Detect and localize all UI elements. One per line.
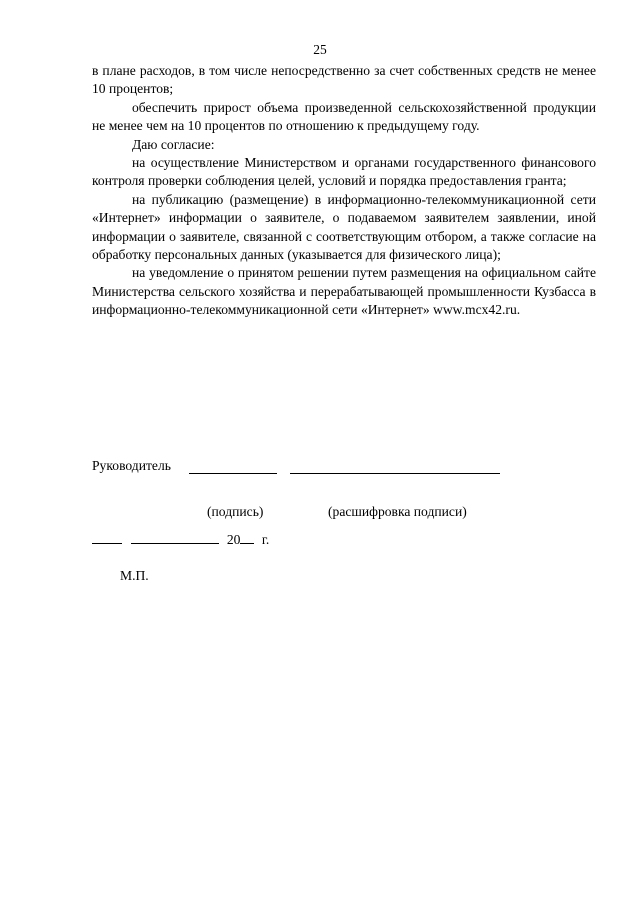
- page-number: 25: [313, 42, 327, 57]
- date-year-line[interactable]: [240, 531, 254, 544]
- paragraph-expenses: в плане расходов, в том числе непосредственно за счет собственных средств не менее 10 процентов;: [92, 63, 596, 97]
- date-day-line[interactable]: [92, 531, 122, 544]
- paragraph-consent-heading: Даю согласие:: [132, 136, 215, 152]
- signature-role-label: Руководитель: [92, 458, 171, 473]
- paragraph-consent-notification: на уведомление о принятом решении путем размещения на официальном сайте Министерства сельского хозяйства и перерабатывающей промышленности Кузбасса в информационно-телекоммуникационной сети «Интернет» www.mcx42.ru.: [92, 265, 596, 318]
- signature-line[interactable]: [189, 473, 277, 474]
- signature-caption: (подпись): [207, 504, 264, 519]
- date-year-suffix: г.: [261, 532, 270, 547]
- signature-decoding-line[interactable]: [290, 473, 500, 474]
- stamp-placeholder: М.П.: [120, 568, 149, 583]
- date-year-prefix: 20: [226, 532, 241, 547]
- signature-decoding-caption: (расшифровка подписи): [328, 504, 467, 519]
- paragraph-consent-publication: на публикацию (размещение) в информационно-телекоммуникационной сети «Интернет» информации о заявителе, о подаваемом заявителем заявлении, иной информации о заявителе, связанной с соответствующим отбором, а также согласие на обработку персональных данных (указывается для физического лица);: [92, 191, 596, 263]
- paragraph-consent-audit: на осуществление Министерством и органами государственного финансового контроля проверки соблюдения целей, условий и порядка предоставления гранта;: [92, 155, 596, 189]
- date-row: [92, 531, 269, 548]
- date-month-line[interactable]: [131, 531, 219, 544]
- document-body: [92, 62, 596, 320]
- paragraph-production-growth: обеспечить прирост объема произведенной сельскохозяйственной продукции не менее чем на 10 процентов по отношению к предыдущему году.: [92, 99, 596, 134]
